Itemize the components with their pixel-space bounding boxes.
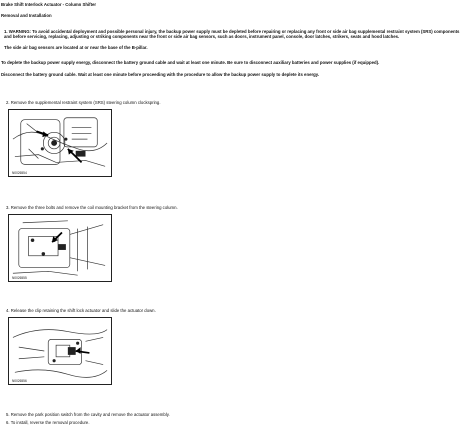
callout-arrow-icon	[76, 347, 90, 354]
step-4-text: 4. Release the clip retaining the shift lock actuator and slide the actuator down.	[6, 308, 156, 313]
step-6-text: 6. To install, reverse the removal procedure.	[6, 420, 90, 425]
step-4-illustration	[8, 317, 112, 385]
step-2-text: 2. Remove the supplemental restraint system (SRS) steering column clockspring.	[6, 100, 161, 105]
warning-paragraph: 1. WARNING: To avoid accidental deployment and possible personal injury, the backup power supply must be depleted before repairing or replacing any front or side air bag supplemental restraint system (SRS) components and before servicing, replacing, adjusting or striking components near the front or side air bag sensors, such as doors, instrument panel, console, door latches, strikers, seats and hood latches.	[4, 29, 460, 40]
clockspring-drawing	[9, 110, 111, 176]
note-deplete: To deplete the backup power supply energy, disconnect the battery ground cable and wait at least one minute. Be sure to disconnect auxiliary batteries and power supplies (if equipped).	[1, 60, 380, 65]
coil-bracket-drawing	[9, 215, 111, 281]
shift-lock-actuator-drawing	[9, 318, 111, 384]
step-3-text: 3. Remove the three bolts and remove the coil mounting bracket from the steering column.	[6, 205, 178, 210]
figure-code: N0026554	[12, 171, 27, 175]
step-3-illustration	[8, 214, 112, 282]
document-title: Brake Shift Interlock Actuator - Column Shifter	[1, 2, 97, 7]
step-5-text: 5. Remove the park position switch from the cavity and remove the actuator assembly.	[6, 412, 170, 417]
note-sensors: The side air bag sensors are located at or near the base of the B-pillar.	[4, 45, 148, 50]
note-disconnect-battery: Disconnect the battery ground cable. Wait at least one minute before proceeding with the procedure to allow the backup power supply to deplete its energy.	[1, 72, 320, 77]
section-heading: Removal and Installation	[1, 13, 52, 18]
figure-code: N0026555	[12, 276, 27, 280]
figure-code: N0026556	[12, 379, 27, 383]
callout-arrow-icon	[52, 232, 62, 242]
step-2-illustration	[8, 109, 112, 177]
